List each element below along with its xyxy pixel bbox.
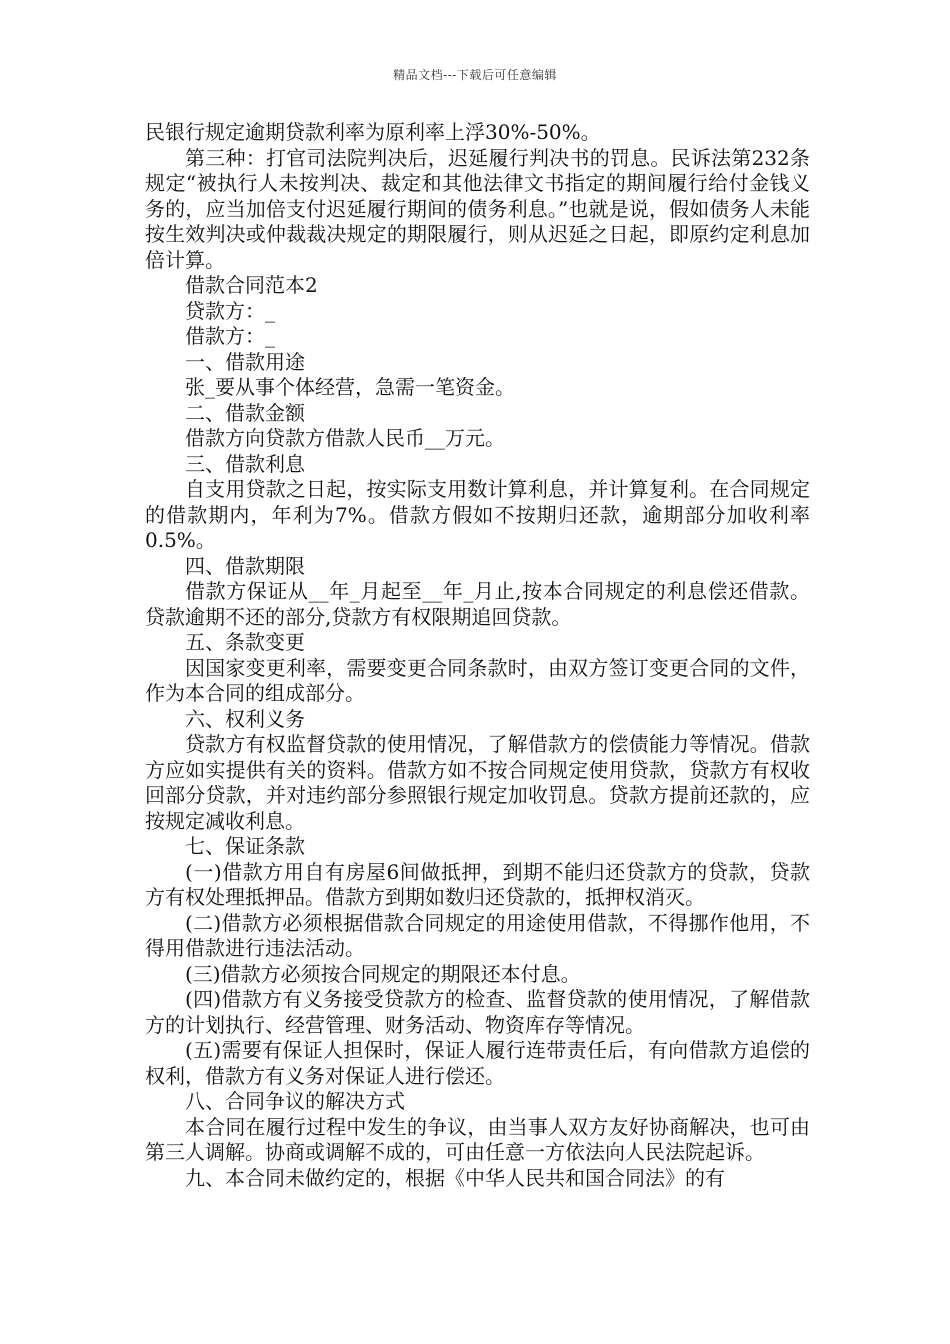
paragraph: 八、合同争议的解决方式 bbox=[185, 1089, 405, 1113]
paragraph: 借款方向贷款方借款人民币__万元。 bbox=[185, 426, 505, 450]
paragraph: 贷款方有权监督贷款的使用情况，了解借款方的偿债能力等情况。借款方应如实提供有关的资料。借款方如不按合同规定使用贷款，贷款方有权收回部分贷款，并对违约部分参照银行规定加收罚息。贷款方提前还款的，应按规定减收利息。 bbox=[145, 732, 810, 833]
paragraph: 借款合同范本2 bbox=[185, 273, 318, 297]
paragraph: 六、权利义务 bbox=[185, 706, 305, 731]
paragraph: 一、借款用途 bbox=[185, 349, 305, 374]
paragraph: (四)借款方有义务接受贷款方的检查、监督贷款的使用情况，了解借款方的计划执行、经营管理、财务活动、物资库存等情况。 bbox=[145, 987, 810, 1037]
paragraph: (二)借款方必须根据借款合同规定的用途使用借款，不得挪作他用，不得用借款进行违法活动。 bbox=[145, 910, 810, 960]
paragraph: (三)借款方必须按合同规定的期限还本付息。 bbox=[185, 961, 581, 986]
paragraph: 张_要从事个体经营，急需一笔资金。 bbox=[185, 375, 515, 399]
paragraph: 借款方保证从__年_月起至__年_月止,按本合同规定的利息偿还借款。贷款逾期不还的部分,贷款方有权限期追回贷款。 bbox=[145, 579, 810, 629]
paragraph: 三、借款利息 bbox=[185, 451, 305, 476]
paragraph: 民银行规定逾期贷款利率为原利率上浮30%-50%。 bbox=[145, 120, 601, 144]
paragraph: 九、本合同未做约定的，根据《中华人民共和国合同法》的有 bbox=[185, 1165, 725, 1190]
paragraph: 七、保证条款 bbox=[185, 834, 305, 858]
paragraph: (五)需要有保证人担保时，保证人履行连带责任后，有向借款方追偿的权利，借款方有义务对保证人进行偿还。 bbox=[145, 1038, 810, 1088]
paragraph: 四、借款期限 bbox=[185, 553, 305, 578]
paragraph: 借款方：_ bbox=[185, 324, 275, 348]
page-header: 精品文档---下载后可任意编辑 bbox=[393, 68, 557, 82]
paragraph: 贷款方：_ bbox=[185, 298, 275, 323]
paragraph: 五、条款变更 bbox=[185, 630, 305, 654]
paragraph: 第三种：打官司法院判决后，迟延履行判决书的罚息。民诉法第232条规定“被执行人未按判决、裁定和其他法律文书指定的期间履行给付金钱义务的，应当加倍支付迟延履行期间的债务利息。”也就是说，假如债务人未能按生效判决或仲裁裁决规定的期限履行，则从迟延之日起，即原约定利息加倍计算。 bbox=[145, 145, 810, 272]
paragraph: 本合同在履行过程中发生的争议，由当事人双方友好协商解决，也可由第三人调解。协商或调解不成的，可由任意一方依法向人民法院起诉。 bbox=[145, 1114, 810, 1164]
paragraph: 二、借款金额 bbox=[185, 400, 305, 425]
paragraph: (一)借款方用自有房屋6间做抵押，到期不能归还贷款方的贷款，贷款方有权处理抵押品。借款方到期如数归还贷款的，抵押权消灭。 bbox=[145, 859, 810, 909]
paragraph: 因国家变更利率，需要变更合同条款时，由双方签订变更合同的文件，作为本合同的组成部分。 bbox=[145, 655, 810, 705]
document-body bbox=[145, 120, 810, 1191]
paragraph: 自支用贷款之日起，按实际支用数计算利息，并计算复利。在合同规定的借款期内，年利为7%。借款方假如不按期归还款，逾期部分加收利率0.5%。 bbox=[145, 477, 810, 552]
